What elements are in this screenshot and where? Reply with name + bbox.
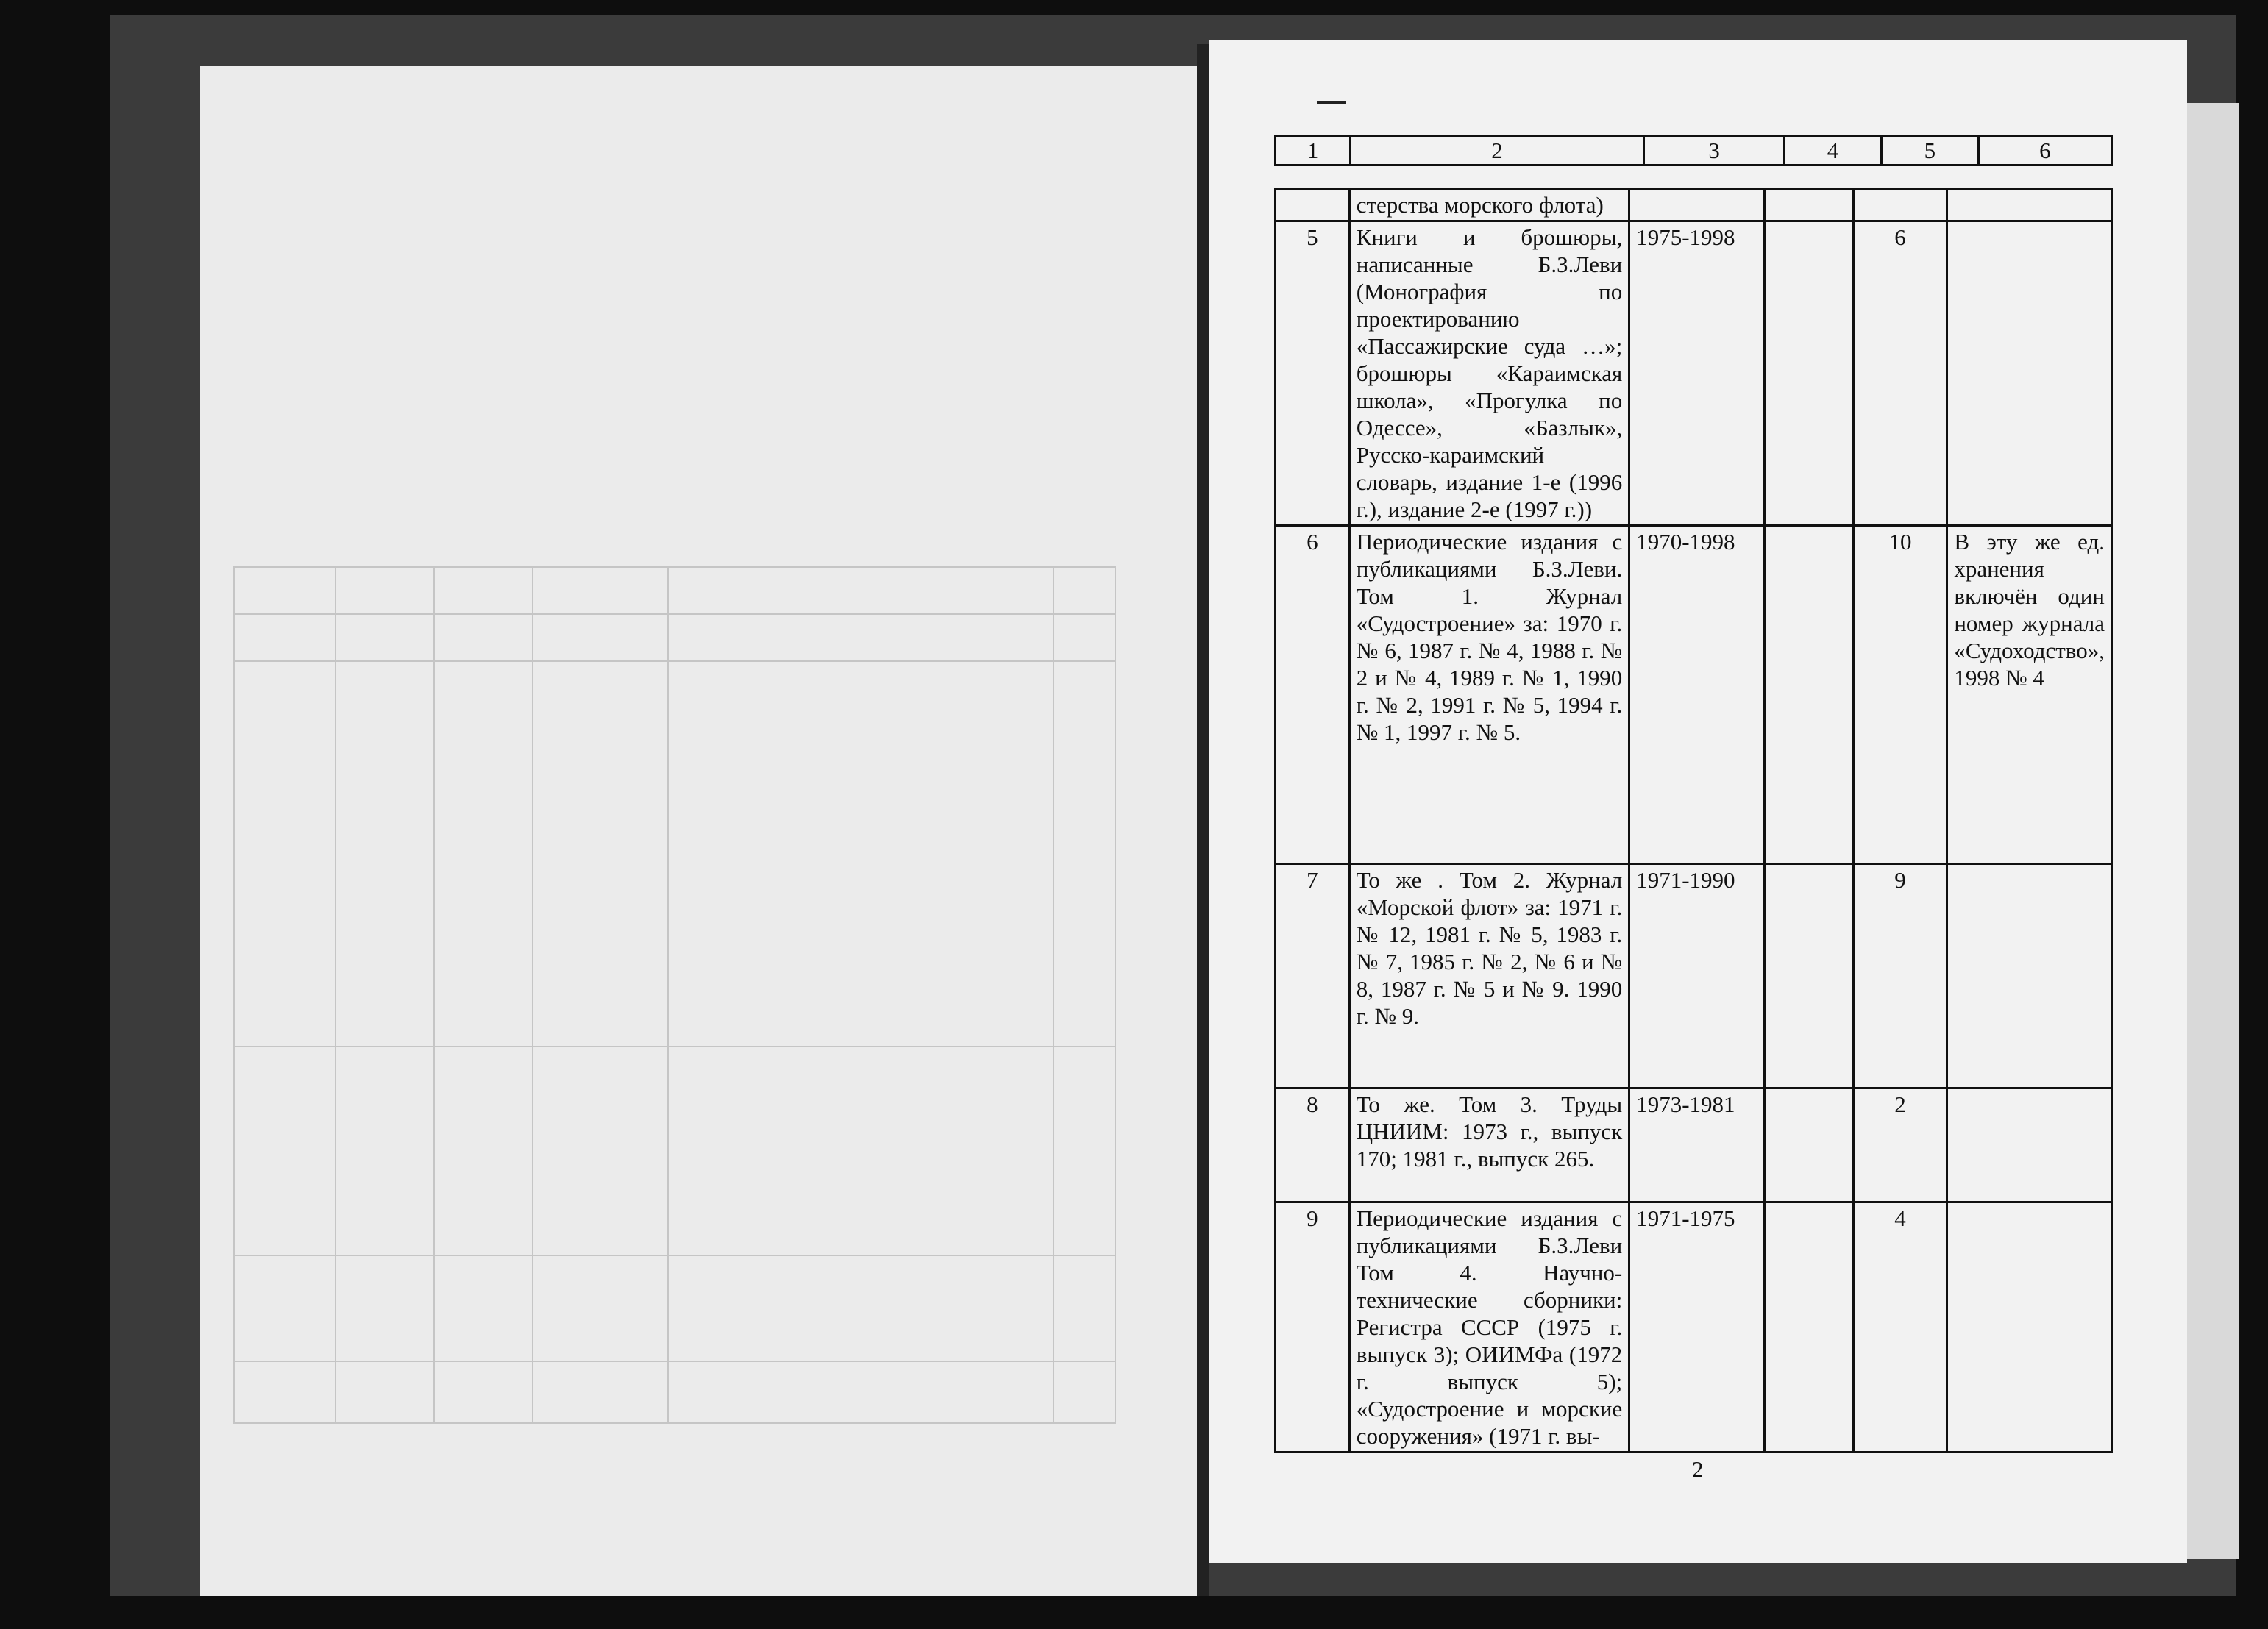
row-note [1947, 1088, 2112, 1202]
inventory-table [1274, 188, 2113, 1453]
ghost-table [233, 566, 1116, 1424]
row-number: 8 [1276, 1088, 1350, 1202]
row-title: Книги и брошюры, написанные Б.З.Леви (Монография по проектированию «Пассажирские суда …»; брошюры «Караимская школа», «Прогулка по Одессе», «Базлык», Русско-караимский словарь, издание 1-е (1996 г.), издание 2-е (1997 г.)) [1349, 221, 1629, 526]
row-title: Периодические издания с публикациями Б.З.Леви Том 4. Научно-технические сборники: Регистра СССР (1975 г. выпуск 3); ОИИМФа (1972 г. выпуск 5); «Судостроение и морские сооружения» (1971 г. вы- [1349, 1202, 1629, 1452]
column-number-header [1274, 135, 2113, 166]
row-col4 [1764, 221, 1853, 526]
table-row [1276, 1088, 2112, 1202]
colnum-4: 4 [1785, 136, 1882, 165]
row-col4 [1764, 864, 1853, 1088]
table-row [1276, 189, 2112, 221]
row-dates: 1973-1981 [1629, 1088, 1765, 1202]
row-note [1947, 189, 2112, 221]
row-title: стерства морского флота) [1349, 189, 1629, 221]
row-dates: 1970-1998 [1629, 526, 1765, 864]
row-sheets: 10 [1853, 526, 1947, 864]
row-sheets: 4 [1853, 1202, 1947, 1452]
page-number: 2 [1692, 1456, 1704, 1482]
row-col4 [1764, 1202, 1853, 1452]
left-page-bleedthrough [200, 66, 1197, 1596]
row-title: Периодические издания с публикациями Б.З.Леви. Том 1. Журнал «Судостроение» за: 1970 г. № 6, 1987 г. № 4, 1988 г. № 2 и № 4, 1989 г. № 1, 1990 г. № 2, 1991 г. № 5, 1994 г. № 1, 1997 г. № 5. [1349, 526, 1629, 864]
colnum-1: 1 [1276, 136, 1351, 165]
table-row [1276, 526, 2112, 864]
row-sheets [1853, 189, 1947, 221]
row-col4 [1764, 1088, 1853, 1202]
row-dates: 1971-1975 [1629, 1202, 1765, 1452]
row-number [1276, 189, 1350, 221]
row-sheets: 6 [1853, 221, 1947, 526]
row-title: То же. Том 3. Труды ЦНИИМ: 1973 г., выпуск 170; 1981 г., выпуск 265. [1349, 1088, 1629, 1202]
colnum-5: 5 [1881, 136, 1978, 165]
colnum-3: 3 [1644, 136, 1785, 165]
colnum-2: 2 [1351, 136, 1644, 165]
row-number: 6 [1276, 526, 1350, 864]
row-dates: 1975-1998 [1629, 221, 1765, 526]
row-col4 [1764, 189, 1853, 221]
row-col4 [1764, 526, 1853, 864]
row-number: 9 [1276, 1202, 1350, 1452]
table-row [1276, 221, 2112, 526]
row-title: То же . Том 2. Журнал «Морской флот» за: 1971 г. № 12, 1981 г. № 5, 1983 г. № 7, 1985 г. № 2, № 6 и № 8, 1987 г. № 5 и № 9. 1990 г. № 9. [1349, 864, 1629, 1088]
table-row [1276, 1202, 2112, 1452]
ghost-header-block [200, 184, 1197, 227]
colnum-6: 6 [1978, 136, 2111, 165]
row-dates [1629, 189, 1765, 221]
row-sheets: 9 [1853, 864, 1947, 1088]
row-note [1947, 864, 2112, 1088]
page-edge [2187, 103, 2239, 1559]
row-number: 7 [1276, 864, 1350, 1088]
row-number: 5 [1276, 221, 1350, 526]
row-note: В эту же ед. хранения включён один номер журнала «Судоходство», 1998 № 4 [1947, 526, 2112, 864]
row-sheets: 2 [1853, 1088, 1947, 1202]
table-row [1276, 864, 2112, 1088]
mirrored-reverse-text [200, 66, 1197, 1596]
top-dash-mark [1317, 101, 1346, 104]
book-gutter [1197, 44, 1209, 1596]
row-note [1947, 1202, 2112, 1452]
row-note [1947, 221, 2112, 526]
row-dates: 1971-1990 [1629, 864, 1765, 1088]
